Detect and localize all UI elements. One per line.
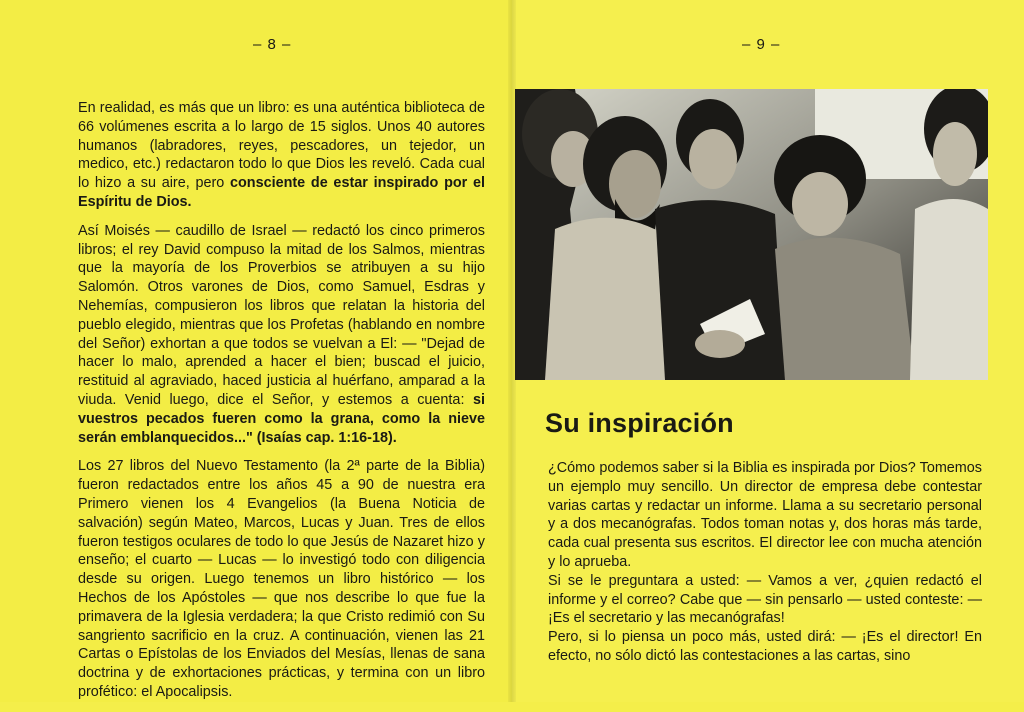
group-photo	[515, 89, 988, 380]
page-number-right: – 9 –	[742, 36, 781, 53]
left-page	[0, 0, 512, 702]
paragraph-1-bold: consciente de estar inspirado por el Espíritu de Dios.	[78, 175, 485, 210]
left-body-text	[78, 99, 485, 712]
bleed-through-text	[60, 66, 66, 92]
right-paragraph-3: Pero, si lo piensa un poco más, usted dirá: — ¡Es el director! En efecto, no sólo dictó las contestaciones a las cartas, sino	[548, 629, 982, 664]
paragraph-3	[78, 457, 485, 701]
paragraph-2-text: Así Moisés — caudillo de Israel — redactó los cinco primeros libros; el rey David compuso la mitad de los Salmos, mientras que la mayoría de los Proverbios se atribuyen a su hijo Salomón. Otros varones de Dios, como Samuel, Esdras y Nehemías, compusieron los libros que relatan la historia del pueblo elegido, mientras que los Profetas (hablando en nombre del Señor) exhortan a que todos se vuelvan a El: — "Dejad de hacer lo malo, aprended a hacer el bien; buscad el juicio, restituid al agraviado, haced justicia al huérfano, amparad a la viuda. Venid luego, dice el Señor, y estemos a cuenta:	[78, 222, 485, 408]
right-paragraph-1: ¿Cómo podemos saber si la Biblia es inspirada por Dios? Tomemos un ejemplo muy sencillo. Un director de empresa debe contestar varias cartas y redactar un informe. Llama a su secretario personal y a dos mecanógrafas. Todos toman notas y, dos horas más tarde, cada cual presenta sus escritos. El director lee con mucha atención y lo aprueba.	[548, 460, 982, 570]
photo-illustration	[515, 89, 988, 380]
paragraph-2-bold: si vuestros pecados fueren como la grana, como la nieve serán emblanquecidos..." (Isaías cap. 1:16-18).	[78, 391, 485, 446]
page-number-left: – 8 –	[253, 36, 292, 53]
right-paragraph-2: Si se le preguntara a usted: — Vamos a ver, ¿quien redactó el informe y el correo? Cabe que — sin pensarlo — usted conteste: — ¡Es el secretario y las mecanógrafas!	[548, 572, 982, 627]
paragraph-1	[78, 99, 485, 212]
right-body-text	[548, 459, 982, 666]
paragraph-3-text: Los 27 libros del Nuevo Testamento (la 2ª parte de la Biblia) fueron redactados entre los años 45 a 90 de nuestra era Primero vienen los 4 Evangelios (la Buena Noticia de salvación) según Mateo, Marcos, Lucas y Juan. Tres de ellos fueron testigos oculares de todo lo que Jesús de Nazaret hizo y enseño; el cuarto — Lucas — lo investigó todo con diligencia desde su origen. Luego tenemos un libro histórico — los Hechos de los Apóstoles — que nos describe lo que fue la primavera de la Iglesia verdadera; la que Cristo redimió con Su sangriento sacrificio en la cruz. A continuación, vienen las 21 Cartas o Epístolas de los Enviados del Mesías, llenas de sana doctrina y de exhortaciones prácticas, y termina con un libro profético: el Apocalipsis.	[78, 458, 485, 700]
paragraph-2	[78, 222, 485, 448]
paragraph-1-text: En realidad, es más que un libro: es una auténtica biblioteca de 66 volúmenes escrita a lo largo de 15 siglos. Unos 40 autores humanos (labradores, reyes, pescadores, un tejedor, un medico, etc.) redactaron todo lo que Dios les reveló. Cada cual lo hizo a su aire, pero	[78, 100, 485, 192]
section-heading: Su inspiración	[545, 408, 734, 438]
